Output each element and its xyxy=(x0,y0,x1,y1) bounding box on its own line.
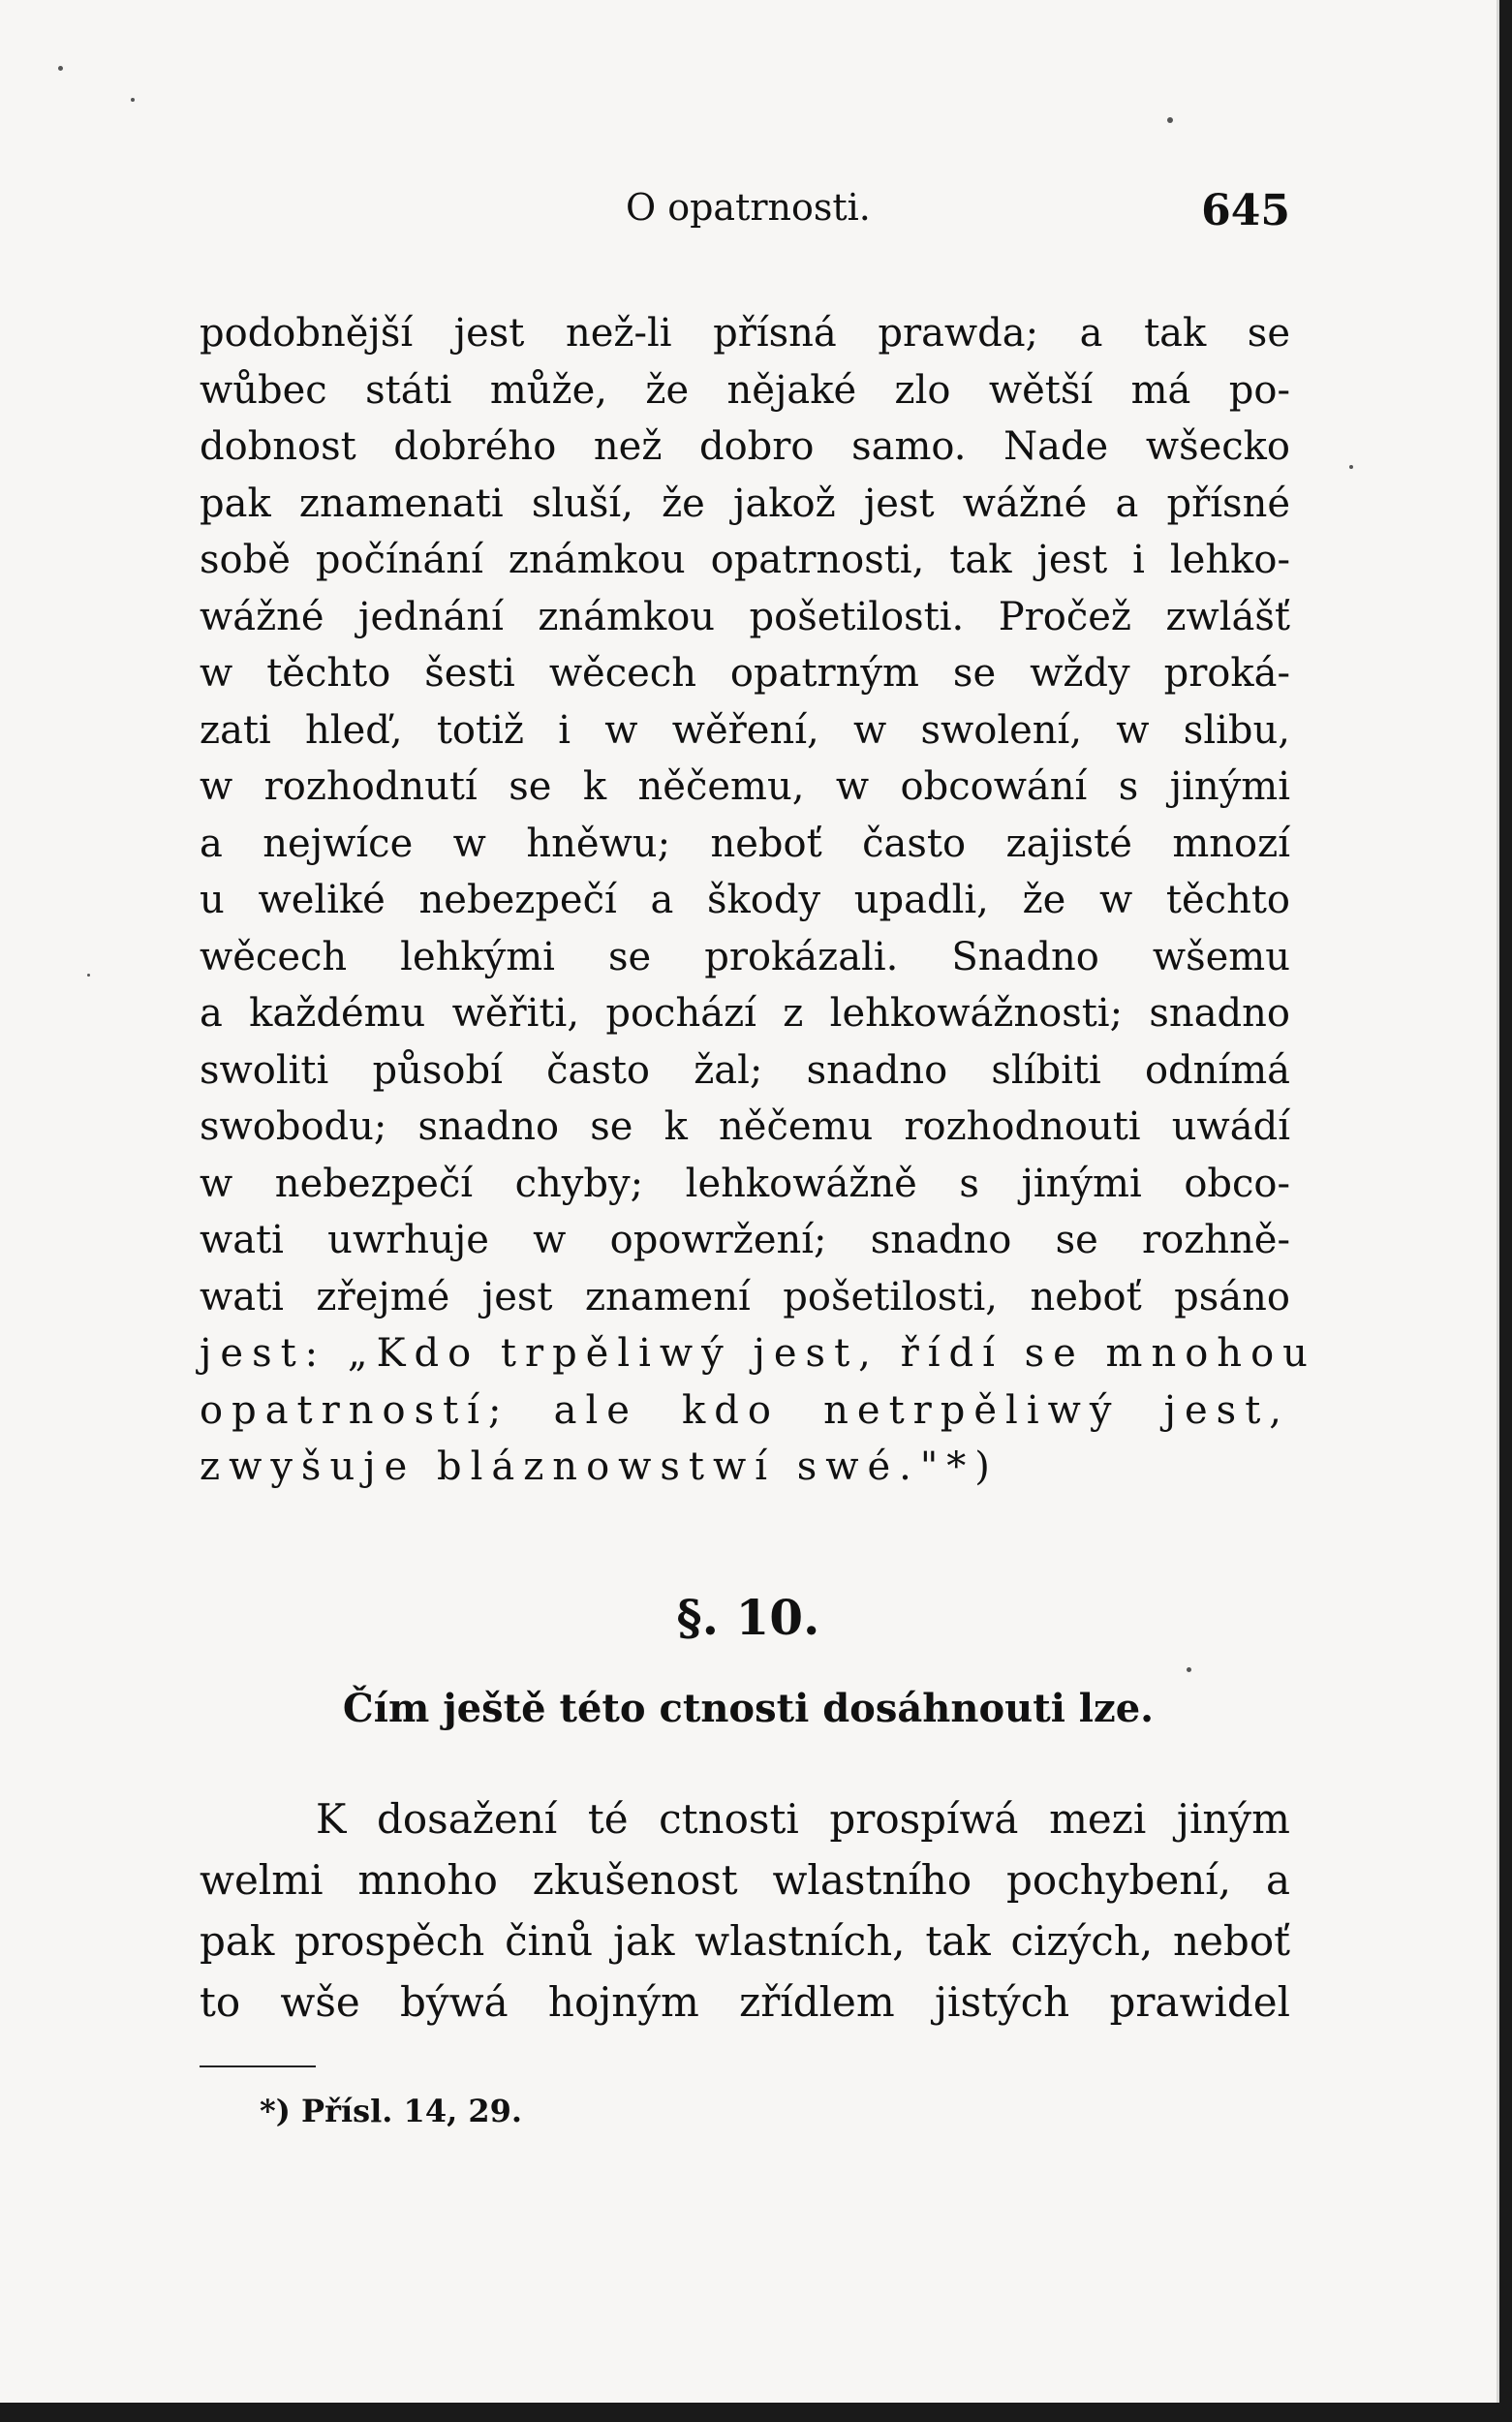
text-line: pak prospěch činů jak wlastních, tak cizých, neboť xyxy=(200,1917,1290,1965)
paragraph-1 xyxy=(200,305,1316,1496)
text-line: u weliké nebezpečí a škody upadli, že w těchto xyxy=(200,878,1290,922)
text-line: a nejwíce w hněwu; neboť často zajisté mnozí xyxy=(200,821,1290,866)
text-line-spaced-quote: zwyšuje bláznowstwí swé."*) xyxy=(200,1444,999,1489)
text-line: a každému wěřiti, pochází z lehkowážnosti; snadno xyxy=(200,991,1290,1036)
text-line: K dosažení té ctnosti prospíwá mezi jiným xyxy=(316,1795,1290,1843)
text-line: sobě počínání známkou opatrnosti, tak jest i lehko- xyxy=(200,538,1290,582)
footnote-divider xyxy=(200,2065,316,2067)
text-line-spaced-quote: jest: „Kdo trpěliwý jest, řídí se mnohou xyxy=(200,1331,1316,1376)
running-head: O opatrnosti. xyxy=(626,186,871,229)
text-line: wůbec státi může, že nějaké zlo wětší má po- xyxy=(200,367,1290,413)
text-line: swoliti působí často žal; snadno slíbiti odnímá xyxy=(200,1047,1290,1093)
text-line: wati zřejmé jest znamení pošetilosti, neboť psáno xyxy=(200,1274,1290,1320)
paragraph-2 xyxy=(200,1788,1290,2033)
text-line: wěcech lehkými se prokázali. Snadno wšemu xyxy=(200,934,1290,979)
text-line: w těchto šesti wěcech opatrným se wždy proká- xyxy=(200,651,1290,696)
section-title: Čím ještě této ctnosti dosáhnouti lze. xyxy=(342,1686,1155,1731)
text-line: welmi mnoho zkušenost wlastního pochybení, a xyxy=(200,1856,1290,1904)
text-line-spaced-quote: opatrností; ale kdo netrpěliwý jest, xyxy=(200,1387,1290,1433)
text-line: wati uwrhuje w opowržení; snadno se rozhně- xyxy=(200,1218,1290,1262)
text-line: wážné jednání známkou pošetilosti. Pročež zwlášť xyxy=(200,594,1290,639)
text-line: swobodu; snadno se k něčemu rozhodnouti uwádí xyxy=(200,1104,1290,1149)
text-line: podobnější jest než-li přísná prawda; a tak se xyxy=(200,311,1290,356)
page-number: 645 xyxy=(1201,186,1290,235)
text-line: pak znamenati sluší, že jakož jest wážné a přísné xyxy=(200,481,1290,526)
footnote: *) Přísl. 14, 29. xyxy=(260,2093,523,2129)
text-line: dobnost dobrého než dobro samo. Nade wšecko xyxy=(200,424,1290,469)
text-line: w nebezpečí chyby; lehkowážně s jinými obco- xyxy=(200,1161,1290,1206)
text-line: w rozhodnutí se k něčemu, w obcowání s jinými xyxy=(200,764,1290,809)
page-header xyxy=(200,186,1290,244)
section-number: §. 10. xyxy=(676,1589,820,1646)
text-line: zati hleď, totiž i w wěření, w swolení, w slibu, xyxy=(200,707,1290,753)
text-line: to wše býwá hojným zřídlem jistých prawidel xyxy=(200,1978,1290,2026)
